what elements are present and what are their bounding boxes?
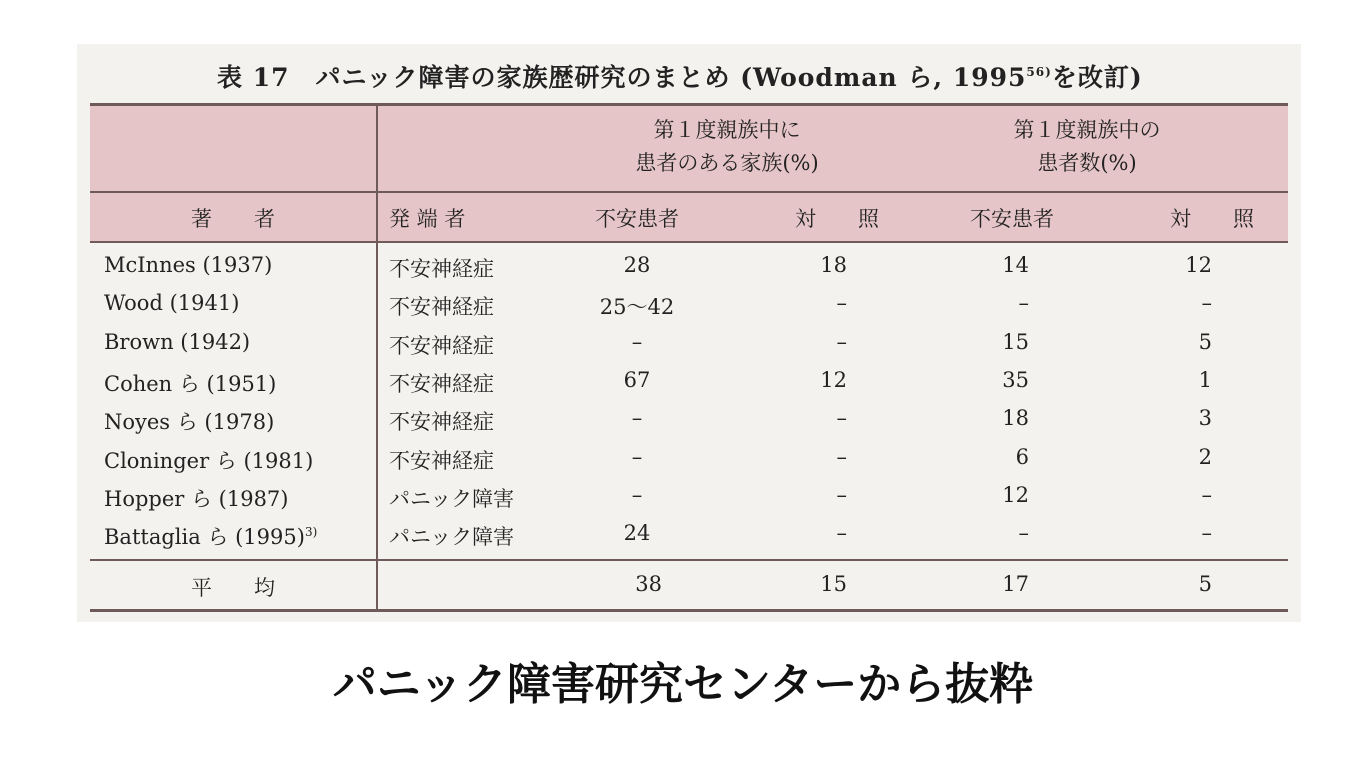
row-control-patients: – (1201, 482, 1212, 507)
title-reference: 56) (1026, 65, 1052, 79)
row-author: McInnes (1937) (104, 253, 273, 277)
group-header-patients (937, 114, 1237, 180)
group-families-line2: 患者のある家族(%) (635, 151, 819, 175)
row-anxiety-patients: 35 (1002, 367, 1029, 392)
row-author: Hopper ら (1987) (104, 486, 289, 511)
row-anxiety-patients: 18 (1002, 406, 1029, 431)
row-anxiety-patients: 12 (1002, 482, 1029, 507)
row-control-patients: – (1201, 291, 1212, 316)
scanned-table-image (77, 44, 1301, 622)
row-proband: 不安神経症 (389, 410, 494, 435)
header-anxiety-patients: 不安患者 (970, 207, 1054, 231)
header-control-patients: 対 照 (1170, 207, 1254, 231)
row-author: Cohen ら (1951) (104, 371, 277, 396)
table-title (217, 58, 1143, 94)
average-rule (90, 559, 1288, 561)
header-author: 著 者 (191, 207, 275, 231)
row-control-patients: 12 (1185, 253, 1212, 277)
group-patients-line1: 第１度親族中の (1013, 118, 1161, 142)
row-proband: 不安神経症 (389, 257, 494, 281)
row-anxiety-families: – (631, 406, 643, 431)
row-proband: 不安神経症 (389, 448, 494, 473)
row-control-families: 12 (820, 367, 847, 392)
row-author: Cloninger ら (1981) (104, 448, 314, 473)
group-families-line1: 第１度親族中に (653, 118, 801, 142)
row-anxiety-families: 28 (623, 253, 651, 277)
row-anxiety-families: – (631, 482, 643, 507)
row-proband: 不安神経症 (389, 371, 494, 396)
row-proband: パニック障害 (389, 486, 515, 511)
row-anxiety-families: – (631, 329, 643, 354)
average-anxiety-families: 38 (635, 572, 662, 596)
row-author-reference: 3) (304, 525, 318, 540)
row-anxiety-families: 24 (623, 521, 651, 546)
header-anxiety-families: 不安患者 (595, 207, 679, 231)
header-control-families: 対 照 (795, 207, 879, 231)
row-anxiety-patients: – (1018, 291, 1029, 316)
average-label: 平 均 (191, 576, 275, 600)
row-author: Brown (1942) (104, 329, 251, 354)
group-header-families (577, 114, 877, 180)
row-anxiety-families: 67 (623, 367, 651, 392)
row-control-families: – (836, 444, 847, 469)
average-control-families: 15 (820, 572, 847, 596)
row-control-families: – (836, 406, 847, 431)
title-text: 表 17 パニック障害の家族歴研究のまとめ (Woodman ら, 1995 (217, 63, 1027, 92)
caption: パニック障害研究センターから抜粋 (332, 659, 1034, 710)
group-header-rule (90, 191, 1288, 193)
average-control-patients: 5 (1198, 572, 1212, 596)
group-patients-line2: 患者数(%) (1037, 151, 1137, 175)
row-anxiety-patients: 14 (1002, 253, 1029, 277)
row-control-patients: 3 (1198, 406, 1212, 431)
row-author: Wood (1941) (104, 291, 240, 316)
row-anxiety-patients: – (1018, 521, 1029, 546)
row-anxiety-families: – (631, 444, 643, 469)
row-proband: 不安神経症 (389, 333, 494, 358)
row-anxiety-families: 25～42 (599, 295, 675, 320)
row-control-families: – (836, 291, 847, 316)
column-divider (376, 104, 378, 610)
row-control-families: 18 (820, 253, 847, 277)
row-control-patients: 5 (1198, 329, 1212, 354)
average-anxiety-patients: 17 (1002, 572, 1029, 596)
row-control-patients: 2 (1198, 444, 1212, 469)
row-control-patients: – (1201, 521, 1212, 546)
row-control-families: – (836, 482, 847, 507)
bottom-rule (90, 609, 1288, 612)
row-anxiety-patients: 6 (1015, 444, 1029, 469)
row-anxiety-patients: 15 (1002, 329, 1029, 354)
header-proband: 発 端 者 (389, 207, 466, 231)
top-rule (90, 103, 1288, 106)
row-control-families: – (836, 329, 847, 354)
row-proband: 不安神経症 (389, 295, 494, 320)
row-author: Battaglia ら $(1995)^{3)}$ (104, 525, 318, 550)
row-control-families: – (836, 521, 847, 546)
column-header-rule (90, 241, 1288, 243)
row-proband: パニック障害 (389, 525, 515, 550)
row-control-patients: 1 (1198, 367, 1212, 392)
title-suffix: を改訂) (1051, 63, 1143, 92)
row-author: Noyes ら (1978) (104, 410, 275, 435)
